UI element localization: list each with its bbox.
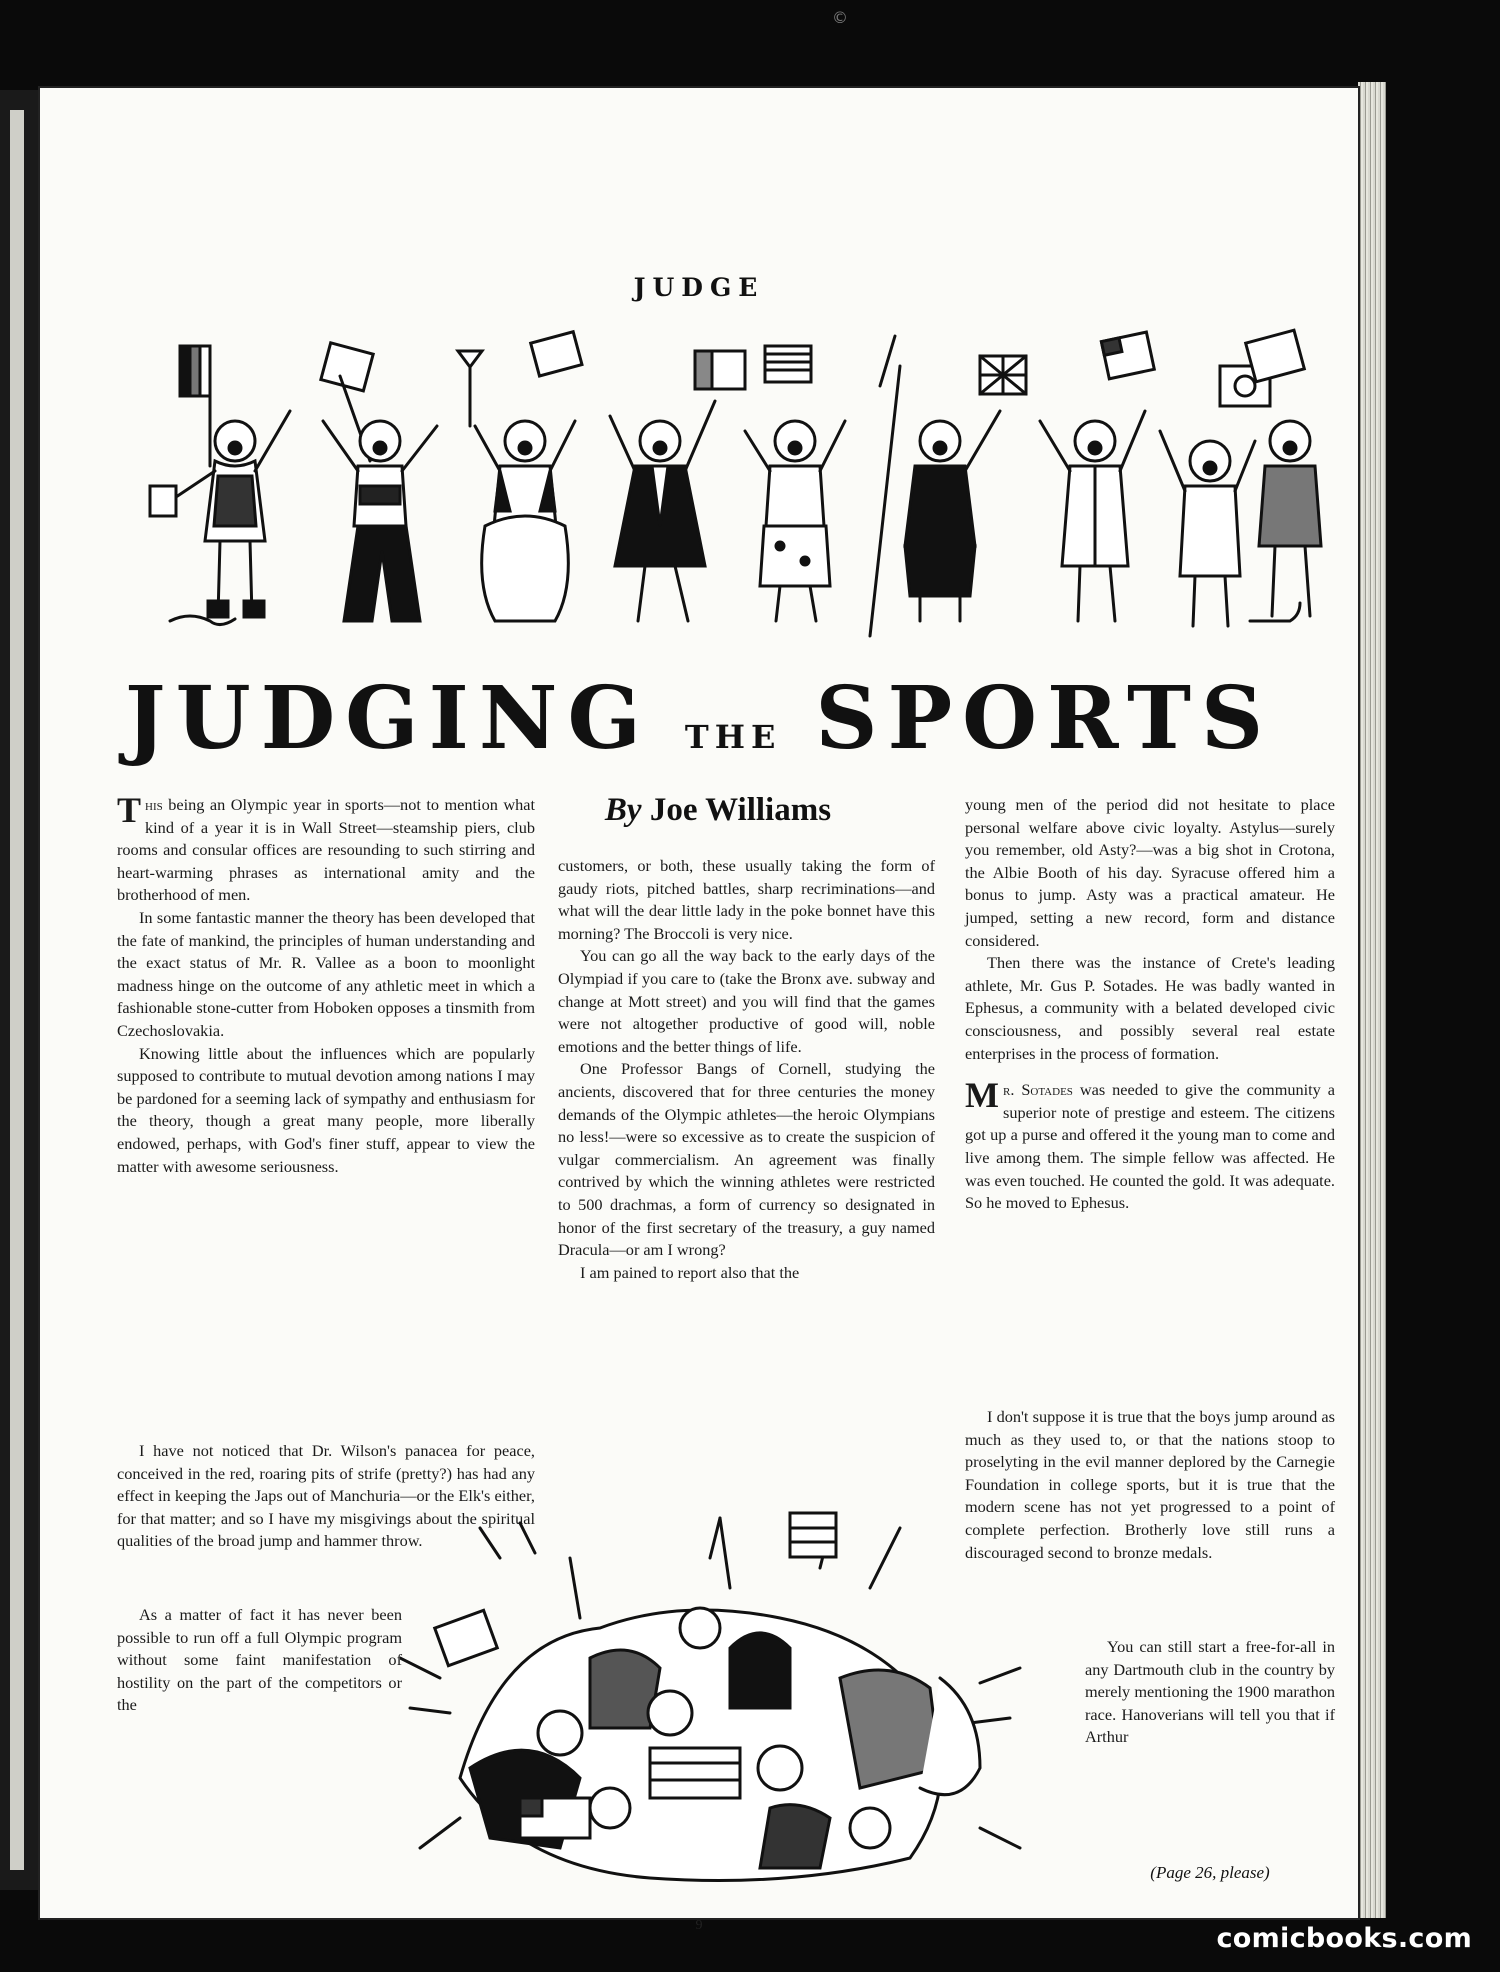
magazine-title: JUDGE [633,273,765,302]
column-3 [965,794,1335,1215]
column-2 [558,855,935,1284]
paragraph: I have not noticed that Dr. Wilson's panacea for peace, conceived in the red, roaring pits of strife (pretty?) has had any effect in keeping the Japs out of Manchuria—or the Elk's either, for that matter; and so I have my misgivings about the spiritual qualities of the broad jump and hammer throw. [117,1441,535,1551]
column-1 [117,790,535,1178]
paragraph: One Professor Bangs of Cornell, studying the ancients, discovered that for three centuries the money demands of the Olympic athletes—the heroic Olympians no less!—were so excessive as to create the suspicion of vulgar commercialism. An agreement was finally contrived by which the winning athletes were restricted to 500 drachmas, a form of currency so designated in honor of the first secretary of the treasury, a guy named Dracula—or am I wrong? [558,1059,935,1260]
page-number: 9 [695,1918,703,1933]
continued-note: (Page 26, please) [1150,1863,1270,1882]
paragraph: You can still start a free-for-all in any Dartmouth club in the country by merely mentioning the 1900 marathon race. Hanoverians will tell you that if Arthur [1085,1637,1335,1747]
brawl-illustration [400,1508,1070,1898]
page-stack-edge [1358,82,1386,1918]
paragraph: I am pained to report also that the [580,1262,800,1282]
left-page-edge [0,90,38,1890]
cheering-fans-illustration [140,326,1340,656]
column-1-lower [117,1604,402,1717]
paragraph: In some fantastic manner the theory has been developed that the fate of mankind, the principles of human understanding and the exact status of Mr. R. Vallee as a boon to moonlight madness hinge on the outcome of any athletic meet in which a fashionable stone-cutter from Hoboken opposes a tinsmith from Czechoslovakia. [117,907,535,1040]
paragraph: As a matter of fact it has never been possible to run off a full Olympic program without some faint manifestation of hostility on the part of the competitors or the [117,1605,402,1715]
drop-cap: T [117,790,142,830]
drop-cap: M [965,1075,999,1116]
watermark: comicbooks.com [1216,1923,1472,1954]
magazine-page [40,88,1358,1933]
byline-author: Joe Williams [649,792,832,828]
headline-word-judging: JUDGING [124,668,651,769]
paragraph: Mr. Sotades was needed to give the community a superior note of prestige and esteem. The citizens got up a purse and offered it the young man to come and live among them. The simple fellow was affected. He was even touched. He counted the gold. It was adequate. So he moved to Ephesus. [965,1075,1336,1213]
paragraph: This being an Olympic year in sports—not to mention what kind of a year it is in Wall Street—steamship piers, club rooms and consular offices are resounding to such stirring and heart-warming phrases as international amity and the brotherhood of men. [117,790,535,905]
paragraph: Knowing little about the influences which are popularly supposed to contribute to mutual devotion among nations I may be pardoned for a seeming lack of sympathy and enthusiasm for the theory, though a great many people, more liberally endowed, perhaps, with God's finer stuff, appear to view the matter with awesome seriousness. [117,1043,535,1176]
paragraph: young men of the period did not hesitate to place personal welfare above civic loyalty. Astylus—surely you remember, old Asty?—was a big shot in Crotona, the Albie Booth of his day. Syracuse offered him a bonus to jump. Asty was a practical amateur. He jumped, setting a new record, form and distance considered. [965,795,1335,950]
paragraph: customers, or both, these usually taking the form of gaudy riots, pitched battles, sharp recriminations—and what will the dear little lady in the poke bonnet have this morning? The Broccoli is very nice. [558,856,935,943]
headline-word-the: THE [684,718,782,756]
paragraph: I don't suppose it is true that the boys jump around as much as they used to, or that the nations stoop to proselyting in the evil manner deplored by the Carnegie Foundation in college sports, but it is true that the modern scene has not yet progressed to a point of complete perfection. Brotherly love still runs a discouraged second to bronze medals. [965,1407,1335,1562]
paragraph: Then there was the instance of Crete's leading athlete, Mr. Gus P. Sotades. He was badly wanted in Ephesus, a community with a belated developed civic consciousness, and possibly several real estate enterprises in the process of formation. [965,953,1335,1063]
article-headline [40,668,1358,769]
headline-word-sports: SPORTS [815,668,1274,769]
paragraph: You can go all the way back to the early days of the Olympiad if you care to (take the Bronx ave. subway and change at Mott street) and you will find that the games were not altogether productive of good will, noble emotions and the better things of life. [558,946,935,1056]
byline-by: By [604,792,642,828]
column-3-lower [1085,1636,1335,1749]
binding-mark: © [832,8,848,27]
byline [568,792,868,829]
